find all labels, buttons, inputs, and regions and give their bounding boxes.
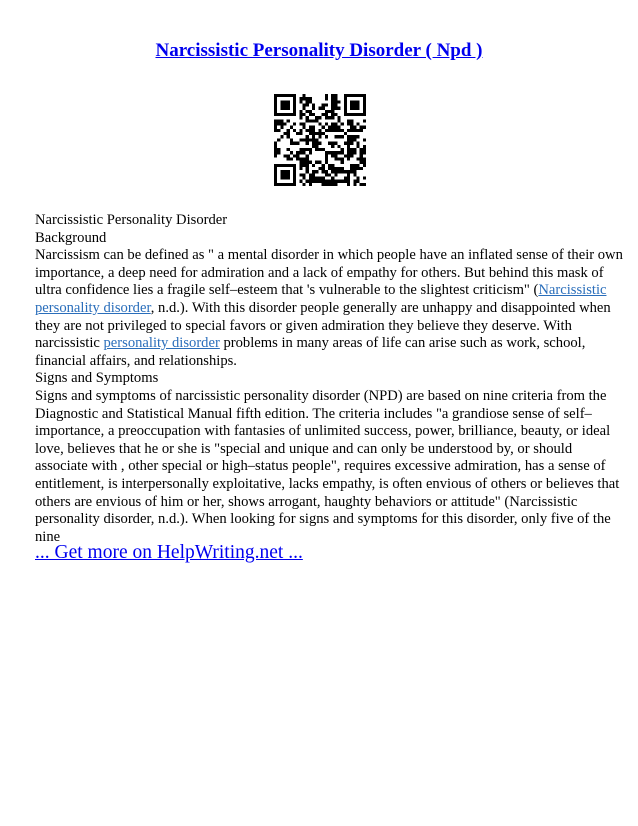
inline-link[interactable]: personality disorder: [35, 299, 151, 316]
text-line: [35, 441, 603, 459]
text-line: [35, 247, 623, 265]
text-line: [35, 475, 620, 494]
text-line: [35, 282, 607, 300]
text-segment: entitlement, is interpersonally exploitative, lacks empathy, is often envious of others or believes that: [35, 475, 620, 492]
text-segment: problems in many areas of life can arise such as work, school,: [219, 335, 586, 352]
text-segment: personality disorder, n.d.). When looking for signs and symptoms for this disorder, only five of the: [35, 511, 611, 528]
text-segment: Background: [35, 229, 107, 246]
text-line: [35, 212, 603, 230]
text-line: [35, 387, 607, 406]
qr-code-icon: [274, 94, 366, 186]
text-line: [35, 370, 603, 388]
inline-link[interactable]: Narcissistic: [538, 282, 607, 299]
text-line: [35, 511, 611, 529]
document-body: [35, 212, 623, 546]
text-line: [35, 335, 603, 353]
text-segment: Diagnostic and Statistical Manual fifth edition. The criteria includes "a grandiose sense of self–: [35, 405, 592, 422]
text-line: [35, 494, 603, 512]
text-segment: Narcissistic Personality Disorder: [35, 212, 228, 228]
get-more-link[interactable]: ... Get more on HelpWriting.net ...: [35, 542, 303, 563]
text-segment: associate with , other special or high–status people", requires excessive admiration, has a sense of: [35, 458, 606, 475]
text-line: [35, 318, 603, 336]
text-segment: importance, a deep need for admiration and a lack of empathy for others. But behind this mask of: [35, 264, 604, 281]
inline-link[interactable]: personality disorder: [103, 335, 220, 352]
text-line: [35, 230, 603, 248]
text-segment: narcissistic: [35, 335, 104, 352]
text-line: [35, 458, 606, 476]
text-segment: Narcissism can be defined as " a mental disorder in which people have an inflated sense of their own: [35, 247, 623, 264]
text-line: [35, 265, 603, 283]
text-segment: ultra confidence lies a fragile self–esteem that 's vulnerable to the slightest criticism" (: [35, 282, 539, 299]
text-line: [35, 406, 603, 424]
text-line: [35, 299, 611, 318]
text-segment: they are not privileged to special favors or given admiration they believe they deserve. With: [35, 317, 572, 334]
text-line: [35, 353, 603, 371]
text-segment: love, believes that he or she is "special and unique and can only be understood by, or should: [35, 440, 573, 457]
text-segment: , n.d.). With this disorder people generally are unhappy and disappointed when: [150, 299, 611, 316]
text-segment: financial affairs, and relationships.: [35, 352, 237, 369]
text-segment: nine: [35, 528, 61, 545]
document-title-link[interactable]: Narcissistic Personality Disorder ( Npd ): [155, 40, 483, 61]
text-segment: others are envious of him or her, shows arrogant, haughty behaviors or attitude" (Narcissistic: [35, 493, 578, 510]
text-segment: Signs and Symptoms: [35, 370, 159, 387]
text-segment: importance, a preoccupation with fantasies of unlimited success, power, brilliance, beauty, or ideal: [35, 423, 611, 440]
text-segment: Signs and symptoms of narcissistic personality disorder (NPD) are based on nine criteria from the: [35, 387, 607, 404]
text-line: [35, 423, 611, 441]
